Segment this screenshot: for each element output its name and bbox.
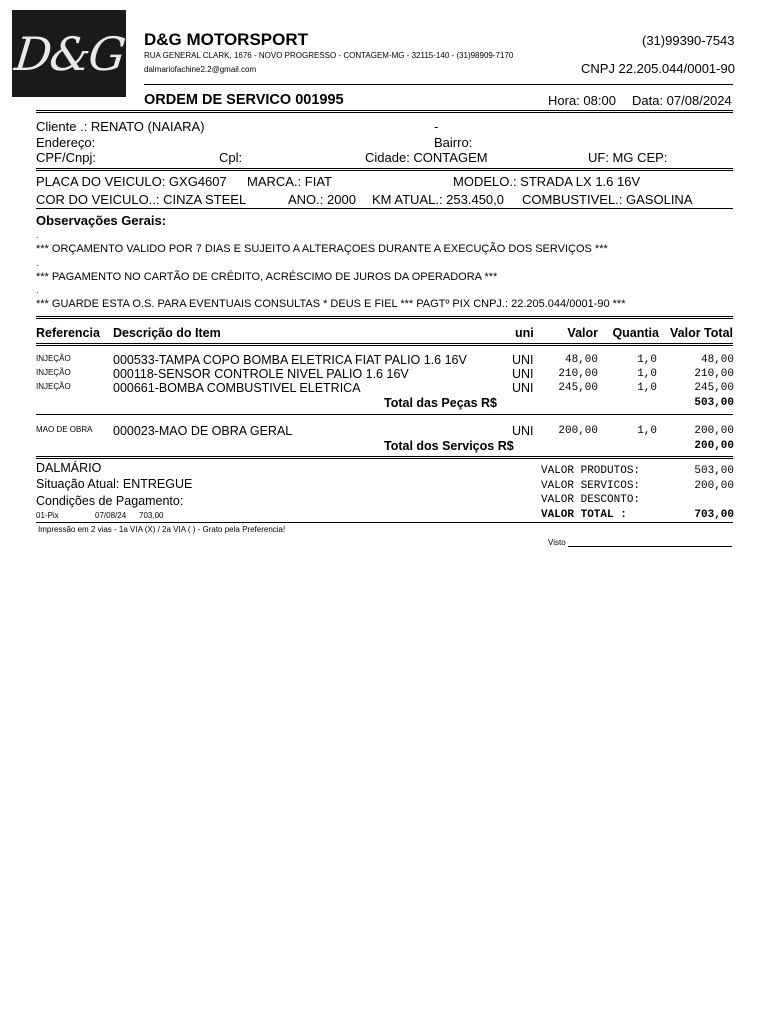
vehicle-year: ANO.: 2000 bbox=[288, 192, 356, 207]
logo-text: D&G bbox=[11, 26, 127, 81]
row-qtd: 1,0 bbox=[637, 354, 657, 366]
vehicle-plate: PLACA DO VEICULO: GXG4607 bbox=[36, 174, 227, 189]
client-dash: - bbox=[434, 119, 439, 134]
column-header-uni: uni bbox=[515, 326, 534, 340]
row-desc: 000533-TAMPA COPO BOMBA ELETRICA FIAT PALIO 1.6 16V bbox=[113, 353, 467, 367]
row-total: 210,00 bbox=[694, 368, 734, 380]
visto-signature-line bbox=[568, 546, 732, 547]
row-valor: 245,00 bbox=[558, 382, 598, 394]
payment-label: Condições de Pagamento: bbox=[36, 494, 184, 508]
payment-value: 703,00 bbox=[139, 511, 164, 520]
company-email: dalmariofachine2.2@gmail.com bbox=[144, 65, 257, 74]
company-cnpj: CNPJ 22.205.044/0001-90 bbox=[581, 61, 735, 76]
company-name: D&G MOTORSPORT bbox=[144, 30, 309, 49]
row-desc: 000118-SENSOR CONTROLE NIVEL PALIO 1.6 16V bbox=[113, 367, 409, 381]
observation-line: *** GUARDE ESTA O.S. PARA EVENTUAIS CONSULTAS * DEUS E FIEL *** PAGTº PIX CNPJ.: 22.205.044/0001-90 *** bbox=[36, 298, 626, 310]
vehicle-brand: MARCA.: FIAT bbox=[247, 174, 332, 189]
vehicle-model: MODELO.: STRADA LX 1.6 16V bbox=[453, 174, 641, 189]
summary-produtos-label: VALOR PRODUTOS: bbox=[541, 465, 641, 477]
row-valor: 200,00 bbox=[558, 425, 598, 437]
client-uf: UF: MG CEP: bbox=[588, 150, 668, 165]
observation-dot: . bbox=[36, 285, 39, 295]
company-logo bbox=[12, 10, 126, 97]
row-uni: UNI bbox=[512, 424, 534, 438]
parts-total-label: Total das Peças R$ bbox=[384, 396, 498, 410]
header-divider bbox=[144, 84, 733, 85]
services-divider bbox=[36, 456, 733, 459]
column-header-quantia: Quantia bbox=[612, 326, 659, 340]
company-phone: (31)99390-7543 bbox=[642, 33, 735, 48]
row-uni: UNI bbox=[512, 367, 534, 381]
client-address-label: Endereço: bbox=[36, 135, 96, 150]
summary-desconto-label: VALOR DESCONTO: bbox=[541, 494, 641, 506]
row-qtd: 1,0 bbox=[637, 368, 657, 380]
client-bairro-label: Bairro: bbox=[434, 135, 473, 150]
vehicle-color: COR DO VEICULO..: CINZA STEEL bbox=[36, 192, 247, 207]
column-header-total: Valor Total bbox=[670, 326, 733, 340]
row-ref: INJEÇÃO bbox=[36, 354, 71, 363]
observation-line: *** PAGAMENTO NO CARTÃO DE CRÉDITO, ACRÉSCIMO DE JUROS DA OPERADORA *** bbox=[36, 271, 498, 283]
table-header-divider bbox=[36, 343, 733, 346]
services-total-value: 200,00 bbox=[694, 440, 734, 452]
observation-line: *** ORÇAMENTO VALIDO POR 7 DIAS E SUJEITO A ALTERAÇOES DURANTE A EXECUÇÃO DOS SERVIÇOS *** bbox=[36, 243, 608, 255]
visto-label: Visto bbox=[548, 538, 566, 547]
summary-servicos-value: 200,00 bbox=[694, 480, 734, 492]
summary-total-value: 703,00 bbox=[694, 509, 734, 521]
client-divider bbox=[36, 168, 733, 171]
client-city: Cidade: CONTAGEM bbox=[365, 150, 488, 165]
vehicle-fuel: COMBUSTIVEL.: GASOLINA bbox=[522, 192, 693, 207]
observation-dot: . bbox=[36, 230, 39, 240]
order-divider bbox=[36, 110, 733, 113]
order-status: Situação Atual: ENTREGUE bbox=[36, 477, 193, 491]
order-time: Hora: 08:00 bbox=[548, 93, 616, 108]
row-total: 200,00 bbox=[694, 425, 734, 437]
summary-total-label: VALOR TOTAL : bbox=[541, 509, 627, 521]
summary-produtos-value: 503,00 bbox=[694, 465, 734, 477]
row-qtd: 1,0 bbox=[637, 425, 657, 437]
row-valor: 210,00 bbox=[558, 368, 598, 380]
row-ref: INJEÇÃO bbox=[36, 382, 71, 391]
row-valor: 48,00 bbox=[564, 354, 598, 366]
observations-title: Observações Gerais: bbox=[36, 213, 167, 228]
order-date: Data: 07/08/2024 bbox=[632, 93, 732, 108]
payment-date: 07/08/24 bbox=[95, 511, 127, 520]
column-header-valor: Valor bbox=[567, 326, 598, 340]
mechanic-name: DALMÁRIO bbox=[36, 461, 102, 475]
client-cpf-label: CPF/Cnpj: bbox=[36, 150, 96, 165]
column-header-ref: Referencia bbox=[36, 326, 100, 340]
vehicle-divider bbox=[36, 208, 733, 209]
services-total-label: Total dos Serviços R$ bbox=[384, 439, 514, 453]
observation-dot: . bbox=[36, 258, 39, 268]
client-name: Cliente .: RENATO (NAIARA) bbox=[36, 119, 205, 134]
column-header-desc: Descrição do Item bbox=[113, 326, 221, 340]
row-desc: 000661-BOMBA COMBUSTIVEL ELETRICA bbox=[113, 381, 361, 395]
row-ref: MAO DE OBRA bbox=[36, 425, 93, 434]
row-uni: UNI bbox=[512, 381, 534, 395]
order-title: ORDEM DE SERVICO 001995 bbox=[144, 92, 344, 108]
row-qtd: 1,0 bbox=[637, 382, 657, 394]
footer-divider bbox=[36, 522, 733, 523]
vehicle-km: KM ATUAL.: 253.450,0 bbox=[372, 192, 504, 207]
parts-divider bbox=[36, 414, 733, 415]
client-cpl-label: Cpl: bbox=[219, 150, 243, 165]
row-total: 48,00 bbox=[700, 354, 734, 366]
row-desc: 000023-MAO DE OBRA GERAL bbox=[113, 424, 293, 438]
observations-divider bbox=[36, 316, 733, 319]
company-address: RUA GENERAL CLARK, 1676 - NOVO PROGRESSO - CONTAGEM-MG - 32115-140 - (31)98909-7170 bbox=[144, 51, 514, 60]
payment-method: 01-Pix bbox=[36, 511, 59, 520]
parts-total-value: 503,00 bbox=[694, 397, 734, 409]
row-total: 245,00 bbox=[694, 382, 734, 394]
print-note: Impressão em 2 vias - 1a VIA (X) / 2a VIA ( ) - Grato pela Preferencia! bbox=[38, 525, 286, 534]
row-ref: INJEÇÃO bbox=[36, 368, 71, 377]
row-uni: UNI bbox=[512, 353, 534, 367]
summary-servicos-label: VALOR SERVICOS: bbox=[541, 480, 641, 492]
